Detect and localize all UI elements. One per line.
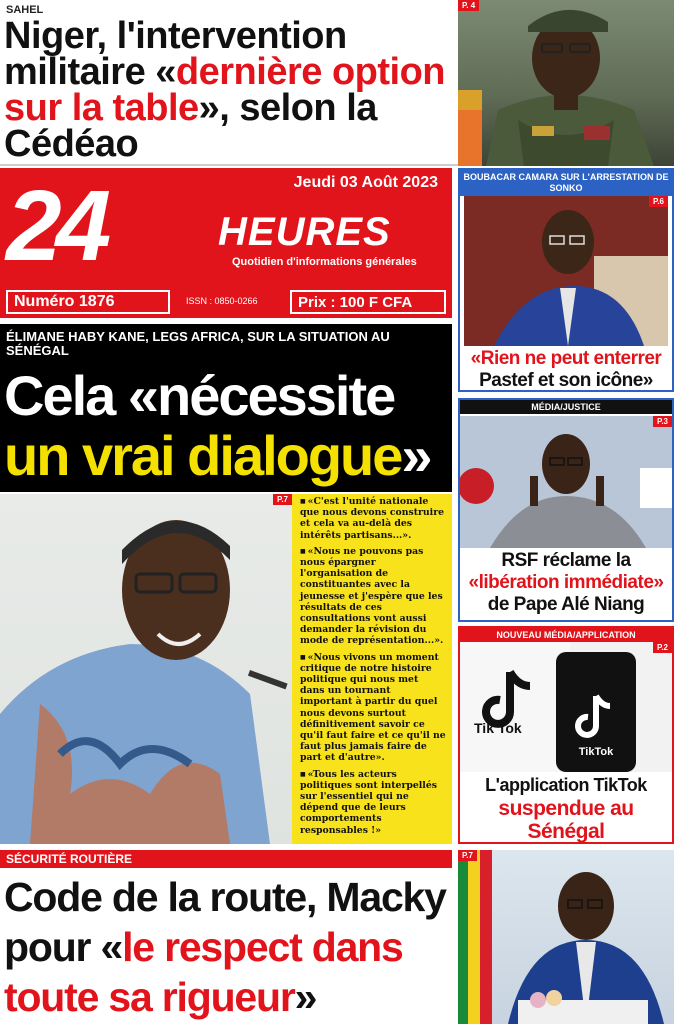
page-badge: P.2: [653, 642, 672, 653]
interviewee-illustration: [0, 494, 292, 844]
bottom-headline-block[interactable]: [0, 850, 458, 1024]
officer-illustration: [458, 0, 674, 166]
box3-kicker: NOUVEAU MÉDIA/APPLICATION: [460, 628, 672, 642]
main-title-yellow: un vrai dialogue: [4, 424, 402, 487]
quote-item: ■ «Tous les acteurs politiques sont interpellés sur l'essentiel qui ne dépend que de leurs comportements responsables !»: [300, 769, 446, 836]
top-kicker: SAHEL: [6, 4, 44, 16]
quote-item: ■ «Nous vivons un moment critique de notre histoire politique qui nous met dans un tournant important à partir du quel nous devons surtout définitivement savoir ce qu'il faut faire et ce qu'il ne faut plus jamais faire de part et d'autre».: [300, 652, 446, 764]
quote-item: ■ «C'est l'unité nationale que nous devons construire et cela va au-delà des intérêts partisans...».: [300, 496, 446, 541]
page-badge: P.7: [458, 850, 477, 861]
box2-title-red: «libération immédiate»: [468, 572, 664, 593]
page-badge: P.6: [649, 196, 668, 207]
top-title-part2: », selon la Cédéao: [4, 87, 377, 165]
box1-title-black: Pastef et son icône»: [479, 370, 653, 391]
interviewee-photo[interactable]: [0, 494, 292, 844]
box1-title: [462, 348, 670, 392]
main-title-line1: Cela «nécessite: [4, 364, 395, 427]
camara-illustration: [464, 196, 668, 346]
general-portrait-photo[interactable]: [458, 0, 674, 166]
sidebar-story-rsf[interactable]: [458, 398, 674, 622]
page-badge: P. 4: [458, 0, 479, 11]
quote-item: ■ «Nous ne pouvons pas nous épargner l'organisation de constituantes avec la jeunesse et j'espère que les résultats de ces consultations vont aussi demander la révision du mode de représentation...».: [300, 546, 446, 647]
bottom-title-red: le respect dans toute sa rigueur: [4, 924, 403, 1020]
bottom-title-part1: Code de la route, Macky pour «: [4, 874, 446, 970]
box3-title-red: suspendue au Sénégal: [498, 797, 634, 843]
box1-kicker: BOUBACAR CAMARA SUR L'ARRESTATION DE SONKO: [460, 170, 672, 196]
box2-title-line3: de Pape Alé Niang: [487, 594, 645, 615]
top-headline[interactable]: [4, 15, 456, 165]
quotes-column: [292, 494, 452, 844]
president-photo[interactable]: [458, 850, 674, 1024]
main-title-end: »: [401, 424, 431, 487]
tiktok-label: Tik Tok: [474, 720, 522, 736]
tiktok-app-label: TikTok: [578, 746, 614, 758]
journalist-illustration: [460, 416, 672, 548]
box2-title: [460, 550, 672, 616]
top-headline-block[interactable]: [0, 0, 458, 166]
box2-kicker: MÉDIA/JUSTICE: [460, 400, 672, 414]
sidebar-story-camara[interactable]: [458, 168, 674, 392]
tiktok-illustration: [460, 642, 672, 772]
logo-number: 24: [6, 170, 106, 282]
bottom-headline: [4, 872, 454, 1022]
journalist-photo: [460, 416, 672, 548]
box2-title-line1: RSF réclame la: [501, 550, 631, 571]
page-badge: P.3: [653, 416, 672, 427]
top-title-red: dernière option sur la table: [4, 51, 445, 129]
issn: ISSN : 0850-0266: [186, 296, 258, 306]
tagline: Quotidien d'informations générales: [232, 256, 417, 268]
masthead: [0, 168, 452, 318]
bottom-kicker: SÉCURITÉ ROUTIÈRE: [0, 850, 452, 868]
main-kicker: ÉLIMANE HABY KANE, LEGS AFRICA, SUR LA SITUATION AU SÉNÉGAL: [6, 329, 390, 358]
issue-date: Jeudi 03 Août 2023: [293, 174, 438, 191]
box1-title-red: «Rien ne peut enterrer: [470, 348, 662, 369]
page-badge: P.7: [273, 494, 292, 505]
box3-title-line1: L'application TikTok: [485, 775, 647, 795]
president-illustration: [458, 850, 674, 1024]
bottom-title-part2: »: [294, 974, 317, 1020]
main-headline-block[interactable]: [0, 324, 452, 492]
price: Prix : 100 F CFA: [290, 290, 446, 314]
tiktok-photo: [460, 642, 672, 772]
logo-word: HEURES: [218, 210, 391, 254]
top-title-part1: Niger, l'intervention militaire «: [4, 15, 347, 93]
issue-number: Numéro 1876: [6, 290, 170, 314]
box3-title: [460, 774, 672, 843]
sidebar-story-tiktok[interactable]: [458, 626, 674, 844]
camara-photo: [464, 196, 668, 346]
